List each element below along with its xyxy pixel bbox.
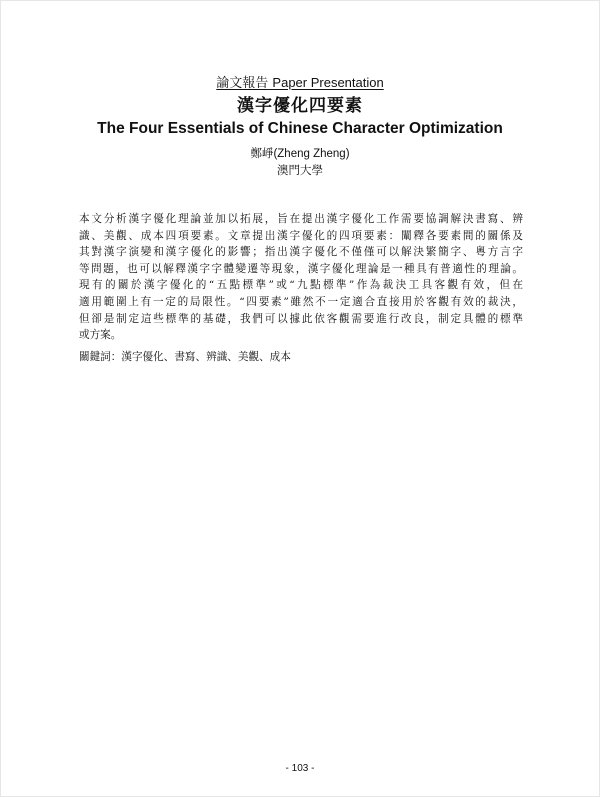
section-label-zh: 論文報告 xyxy=(216,76,269,91)
author-name xyxy=(0,146,600,162)
paper-title-en: The Four Essentials of Chinese Character Optimization xyxy=(97,120,503,137)
author-affiliation: 澳門大學 xyxy=(277,163,323,177)
keywords: 關鍵詞：漢字優化、書寫、辨識、美觀、成本 xyxy=(79,351,291,363)
paper-title-zh: 漢字優化四要素 xyxy=(237,96,363,116)
abstract xyxy=(79,211,523,344)
section-label xyxy=(216,74,383,92)
abstract-line: 適用範圍上有一定的局限性。“四要素”雖然不一定適合直接用於客觀有效的裁決， xyxy=(79,295,523,308)
abstract-line: 識、美觀、成本四項要素。文章提出漢字優化的四項要素：闡釋各要素間的關係及 xyxy=(79,229,523,242)
abstract-line: 現有的關於漢字優化的“五點標準”或“九點標準”作為裁決工具客觀有效，但在 xyxy=(79,279,523,292)
author-block xyxy=(0,146,600,178)
abstract-line: 或方案。 xyxy=(79,329,122,342)
author-name-en: (Zheng Zheng) xyxy=(273,148,350,160)
abstract-line: 本文分析漢字優化理論並加以拓展，旨在提出漢字優化工作需要協調解決書寫、辨 xyxy=(79,213,523,225)
author-name-zh: 鄭崢 xyxy=(250,146,274,160)
paper-header xyxy=(0,72,600,139)
abstract-line: 等問題，也可以解釋漢字字體變遷等現象，漢字優化理論是一種具有普適性的理論。 xyxy=(79,262,523,275)
abstract-line: 但卻是制定這些標準的基礎，我們可以據此依客觀需要進行改良，制定具體的標準 xyxy=(79,312,523,325)
page-number: - 103 - xyxy=(285,763,315,774)
section-label-en: Paper Presentation xyxy=(272,75,384,90)
abstract-line: 其對漢字演變和漢字優化的影響；指出漢字優化不僅僅可以解決繁簡字、粵方言字 xyxy=(79,246,523,259)
